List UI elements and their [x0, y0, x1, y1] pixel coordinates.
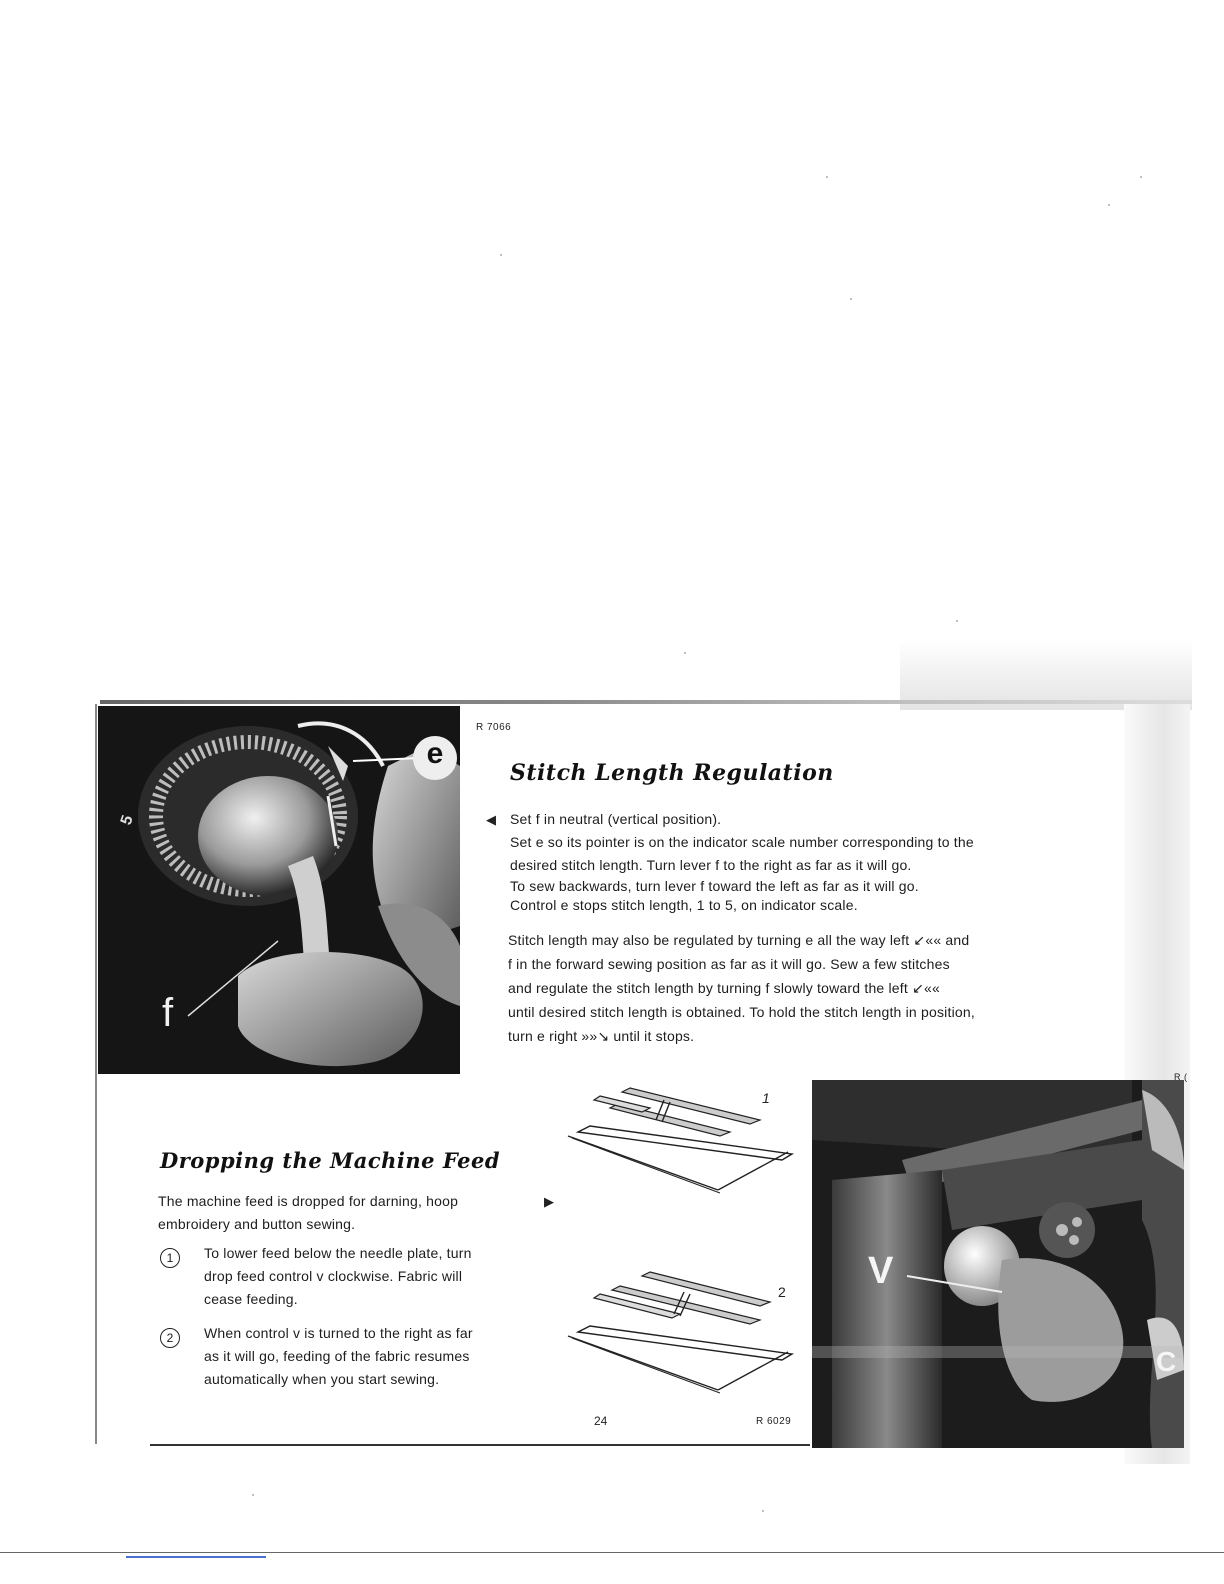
speck: [252, 1494, 254, 1496]
speck: [500, 254, 502, 256]
scan-left-edge: [95, 704, 97, 1444]
dropping-feed-intro: [158, 1190, 538, 1236]
step-line: automatically when you start sewing.: [204, 1371, 440, 1387]
stitch-dial-illustration: [98, 706, 460, 1074]
step-line: drop feed control v clockwise. Fabric will: [204, 1268, 463, 1284]
photo-label-e: e: [426, 737, 444, 770]
step-line: When control v is turned to the right as far: [204, 1325, 473, 1341]
speck: [1108, 204, 1110, 206]
step-marker-2: 2: [160, 1328, 180, 1348]
dropping-feed-title: Dropping the Machine Feed: [160, 1148, 501, 1173]
paragraph-line: until desired stitch length is obtained. To hold the stitch length in position,: [508, 1004, 975, 1020]
scan-bottom-mark: [126, 1556, 266, 1558]
paragraph-line: turn e right »»↘ until it stops.: [508, 1028, 695, 1044]
intro-line: The machine feed is dropped for darning, hoop: [158, 1193, 459, 1209]
left-arrow-icon: ◀: [486, 812, 496, 827]
paragraph-line: and regulate the stitch length by turning f slowly toward the left ↙««: [508, 980, 940, 996]
ref-code-cut: R (: [1174, 1072, 1188, 1082]
speck: [762, 1510, 764, 1512]
paragraph-line: Stitch length may also be regulated by turning e all the way left ↙«« and: [508, 932, 970, 948]
speck: [956, 620, 958, 622]
footer-rule: [150, 1444, 810, 1446]
svg-text:5: 5: [117, 813, 137, 828]
speck: [826, 176, 828, 178]
diagram-label-1: 1: [762, 1090, 770, 1106]
stitch-length-title: Stitch Length Regulation: [510, 760, 834, 786]
intro-line: embroidery and button sewing.: [158, 1216, 356, 1232]
drop-feed-photo: [812, 1080, 1184, 1448]
scan-bottom-line: [0, 1552, 1224, 1553]
step-marker-1: 1: [160, 1248, 180, 1268]
feed-dog-lowered-diagram: [560, 1266, 800, 1396]
page-number: 24: [594, 1414, 608, 1428]
speck: [684, 652, 686, 654]
ref-code-top: R 7066: [476, 722, 512, 733]
step-line: To lower feed below the needle plate, turn: [204, 1245, 472, 1261]
instruction-line: To sew backwards, turn lever f toward the left as far as it will go.: [510, 878, 919, 894]
instruction-line: desired stitch length. Turn lever f to the right as far as it will go.: [510, 857, 912, 873]
right-arrow-icon: ▶: [544, 1194, 554, 1209]
speck: [1140, 176, 1142, 178]
stitch-length-paragraph-2: [508, 928, 1068, 1048]
instruction-line: Set f in neutral (vertical position).: [510, 811, 722, 827]
speck: [850, 298, 852, 300]
step-line: cease feeding.: [204, 1291, 298, 1307]
photo-label-c: C: [1156, 1346, 1177, 1377]
stitch-length-photo: [98, 706, 460, 1074]
stitch-length-instructions: [510, 808, 1070, 915]
paragraph-line: f in the forward sewing position as far as it will go. Sew a few stitches: [508, 956, 950, 972]
step-1-text: [204, 1242, 544, 1311]
diagram-label-2: 2: [778, 1284, 786, 1300]
photo-label-v: V: [868, 1250, 894, 1292]
ref-code-bottom: R 6029: [756, 1416, 792, 1427]
step-line: as it will go, feeding of the fabric resumes: [204, 1348, 470, 1364]
scan-top-edge: [100, 700, 1192, 704]
photo-label-f: f: [162, 991, 174, 1035]
step-2-text: [204, 1322, 544, 1391]
instruction-line: Control e stops stitch length, 1 to 5, on indicator scale.: [510, 897, 858, 913]
instruction-line: Set e so its pointer is on the indicator scale number corresponding to the: [510, 834, 974, 850]
